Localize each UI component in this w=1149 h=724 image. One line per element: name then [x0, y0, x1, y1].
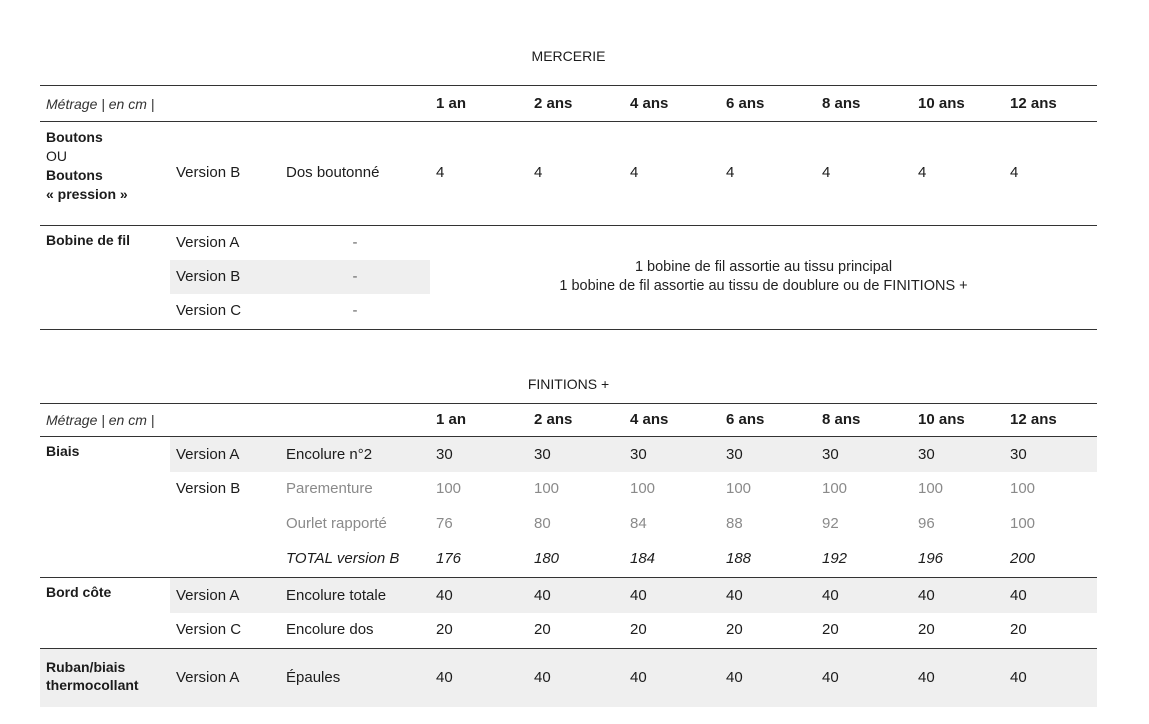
bobine-version: Version C — [176, 302, 242, 319]
bobine-version: Version B — [176, 268, 241, 285]
ruban-label — [40, 649, 170, 707]
bobine-piece: - — [352, 234, 358, 251]
biais-value: 30 — [436, 445, 453, 463]
biais-value: 100 — [918, 480, 944, 497]
bord-cote-value: 20 — [1010, 621, 1027, 638]
biais-value: 100 — [534, 480, 560, 497]
bord-cote-value: 20 — [918, 621, 935, 638]
biais-value: 30 — [630, 445, 647, 463]
finitions-size-3: 4 ans — [630, 411, 669, 428]
boutons-value: 4 — [918, 164, 927, 181]
biais-total-value: 184 — [630, 549, 656, 567]
ruban-label-line2: thermocollant — [46, 677, 139, 693]
boutons-value: 4 — [1010, 164, 1019, 181]
biais-total-value: 192 — [822, 549, 848, 567]
bord-cote-value: 40 — [630, 586, 647, 604]
ruban-value: 40 — [918, 669, 935, 686]
boutons-value: 4 — [534, 164, 543, 181]
ruban-value: 40 — [1010, 669, 1027, 686]
bord-cote-value: 20 — [534, 621, 551, 638]
bord-cote-value: 20 — [630, 621, 647, 638]
bobine-note — [430, 226, 1097, 328]
bord-cote-version: Version A — [176, 586, 240, 604]
bord-cote-value: 40 — [436, 586, 453, 604]
ruban-version: Version A — [176, 669, 240, 686]
mercerie-size-1: 1 an — [436, 94, 467, 112]
bord-cote-version: Version C — [176, 621, 242, 638]
boutons-label-line4: « pression » — [46, 186, 128, 202]
bord-cote-value: 40 — [1010, 586, 1027, 604]
biais-total-value: 180 — [534, 549, 560, 567]
finitions-size-4: 6 ans — [726, 411, 765, 428]
finitions-title: FINITIONS + — [527, 376, 610, 392]
mercerie-title: MERCERIE — [531, 48, 606, 64]
biais-value: 84 — [630, 514, 647, 532]
biais-value: 80 — [534, 514, 551, 532]
bord-cote-value: 40 — [822, 586, 839, 604]
bobine-note-line1: 1 bobine de fil assortie au tissu principal — [634, 259, 893, 275]
mercerie-size-6: 10 ans — [918, 94, 965, 112]
biais-value: 100 — [822, 480, 848, 497]
biais-value: 100 — [1010, 514, 1036, 532]
boutons-piece: Dos boutonné — [286, 164, 380, 181]
biais-value: 88 — [726, 514, 743, 532]
biais-value: 30 — [534, 445, 551, 463]
mercerie-metrage-label: Métrage | en cm | — [46, 95, 155, 112]
bord-cote-value: 20 — [822, 621, 839, 638]
ruban-value: 40 — [726, 669, 743, 686]
bord-cote-piece: Encolure dos — [286, 621, 374, 638]
mercerie-size-2: 2 ans — [534, 94, 573, 112]
biais-total-value: 176 — [436, 549, 462, 567]
biais-value: 30 — [918, 445, 935, 463]
mercerie-size-4: 6 ans — [726, 94, 765, 112]
biais-total-value: 196 — [918, 549, 944, 567]
bord-cote-label: Bord côte — [46, 584, 112, 600]
boutons-value: 4 — [436, 164, 445, 181]
ruban-value: 40 — [534, 669, 551, 686]
finitions-size-5: 8 ans — [822, 411, 861, 428]
boutons-version: Version B — [176, 164, 241, 181]
finitions-size-1: 1 an — [436, 411, 467, 428]
bord-cote-value: 20 — [436, 621, 453, 638]
bobine-version: Version A — [176, 234, 240, 251]
bord-cote-piece: Encolure totale — [286, 586, 387, 604]
boutons-value: 4 — [726, 164, 735, 181]
boutons-label-line2: OU — [46, 148, 67, 164]
biais-version: Version A — [176, 445, 240, 463]
biais-total-value: 188 — [726, 549, 752, 567]
bord-cote-value: 40 — [918, 586, 935, 604]
bord-cote-value: 20 — [726, 621, 743, 638]
boutons-value: 4 — [822, 164, 831, 181]
bobine-piece: - — [352, 268, 358, 285]
ruban-value: 40 — [630, 669, 647, 686]
mercerie-size-3: 4 ans — [630, 94, 669, 112]
bobine-piece: - — [352, 302, 358, 319]
bord-cote-value: 40 — [534, 586, 551, 604]
biais-value: 100 — [630, 480, 656, 497]
biais-version: Version B — [176, 480, 241, 497]
biais-value: 100 — [436, 480, 462, 497]
ruban-value: 40 — [822, 669, 839, 686]
bobine-label: Bobine de fil — [46, 232, 130, 248]
finitions-size-2: 2 ans — [534, 411, 573, 428]
biais-piece: Ourlet rapporté — [286, 514, 387, 532]
biais-piece: Encolure n°2 — [286, 445, 373, 463]
boutons-label — [40, 122, 170, 224]
ruban-value: 40 — [436, 669, 453, 686]
biais-value: 92 — [822, 514, 839, 532]
biais-value: 96 — [918, 514, 935, 532]
biais-value: 76 — [436, 514, 453, 532]
biais-piece: Parementure — [286, 480, 373, 497]
finitions-size-7: 12 ans — [1010, 411, 1057, 428]
mercerie-size-7: 12 ans — [1010, 94, 1057, 112]
biais-value: 100 — [726, 480, 752, 497]
biais-value: 30 — [822, 445, 839, 463]
mercerie-size-5: 8 ans — [822, 94, 861, 112]
ruban-label-line1: Ruban/biais — [46, 659, 126, 675]
mercerie-bottom-rule — [40, 329, 1097, 330]
bord-cote-value: 40 — [726, 586, 743, 604]
boutons-label-line3: Boutons — [46, 167, 103, 183]
biais-value: 30 — [1010, 445, 1027, 463]
ruban-piece: Épaules — [286, 669, 341, 686]
finitions-size-6: 10 ans — [918, 411, 965, 428]
biais-total-label: TOTAL version B — [286, 549, 400, 567]
boutons-value: 4 — [630, 164, 639, 181]
boutons-label-line1: Boutons — [46, 129, 103, 145]
biais-total-value: 200 — [1010, 549, 1036, 567]
biais-value: 30 — [726, 445, 743, 463]
finitions-metrage-label: Métrage | en cm | — [46, 412, 155, 428]
biais-value: 100 — [1010, 480, 1036, 497]
biais-label: Biais — [46, 443, 80, 459]
bobine-note-line2: 1 bobine de fil assortie au tissu de doublure ou de FINITIONS + — [559, 278, 968, 294]
